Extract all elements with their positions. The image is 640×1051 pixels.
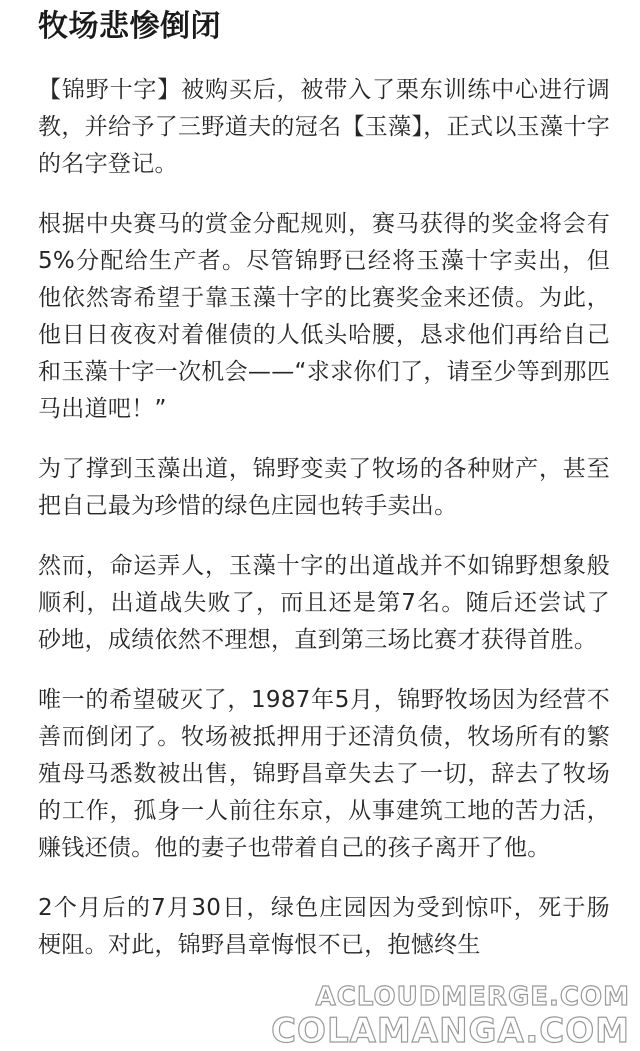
paragraph: 根据中央赛马的赏金分配规则，赛马获得的奖金将会有5%分配给生产者。尽管锦野已经将玉藻十字卖出，但他依然寄希望于靠玉藻十字的比赛奖金来还债。为此，他日日夜夜对着催债的人低头哈腰，恳求他们再给自己和玉藻十字一次机会——“求求你们了，请至少等到那匹马出道吧！”: [38, 211, 610, 422]
paragraph: 唯一的希望破灭了，1987年5月，锦野牧场因为经营不善而倒闭了。牧场被抵押用于还清负债，牧场所有的繁殖母马悉数被出售，锦野昌章失去了一切，辞去了牧场的工作，孤身一人前往东京，从事建筑工地的苦力活，赚钱还债。他的妻子也带着自己的孩子离开了他。: [38, 687, 610, 861]
paragraph: 为了撑到玉藻出道，锦野变卖了牧场的各种财产，甚至把自己最为珍惜的绿色庄园也转手卖出。: [38, 456, 610, 519]
article-title: 牧场悲惨倒闭: [38, 9, 221, 44]
watermark-line: ACLOUDMERGE.COM: [315, 982, 630, 1012]
paragraph: 【锦野十字】被购买后，被带入了栗东训练中心进行调教，并给予了三野道夫的冠名【玉藻】，正式以玉藻十字的名字登记。: [38, 77, 610, 177]
paragraph: 2个月后的7月30日，绿色庄园因为受到惊吓，死于肠梗阻。对此，锦野昌章悔恨不已，抱憾终生: [38, 895, 610, 958]
watermark-line: COLAMANGA.COM: [271, 1011, 630, 1051]
paragraph: 然而，命运弄人，玉藻十字的出道战并不如锦野想象般顺利，出道战失败了，而且还是第7名。随后还尝试了砂地，成绩依然不理想，直到第三场比赛才获得首胜。: [38, 553, 610, 653]
